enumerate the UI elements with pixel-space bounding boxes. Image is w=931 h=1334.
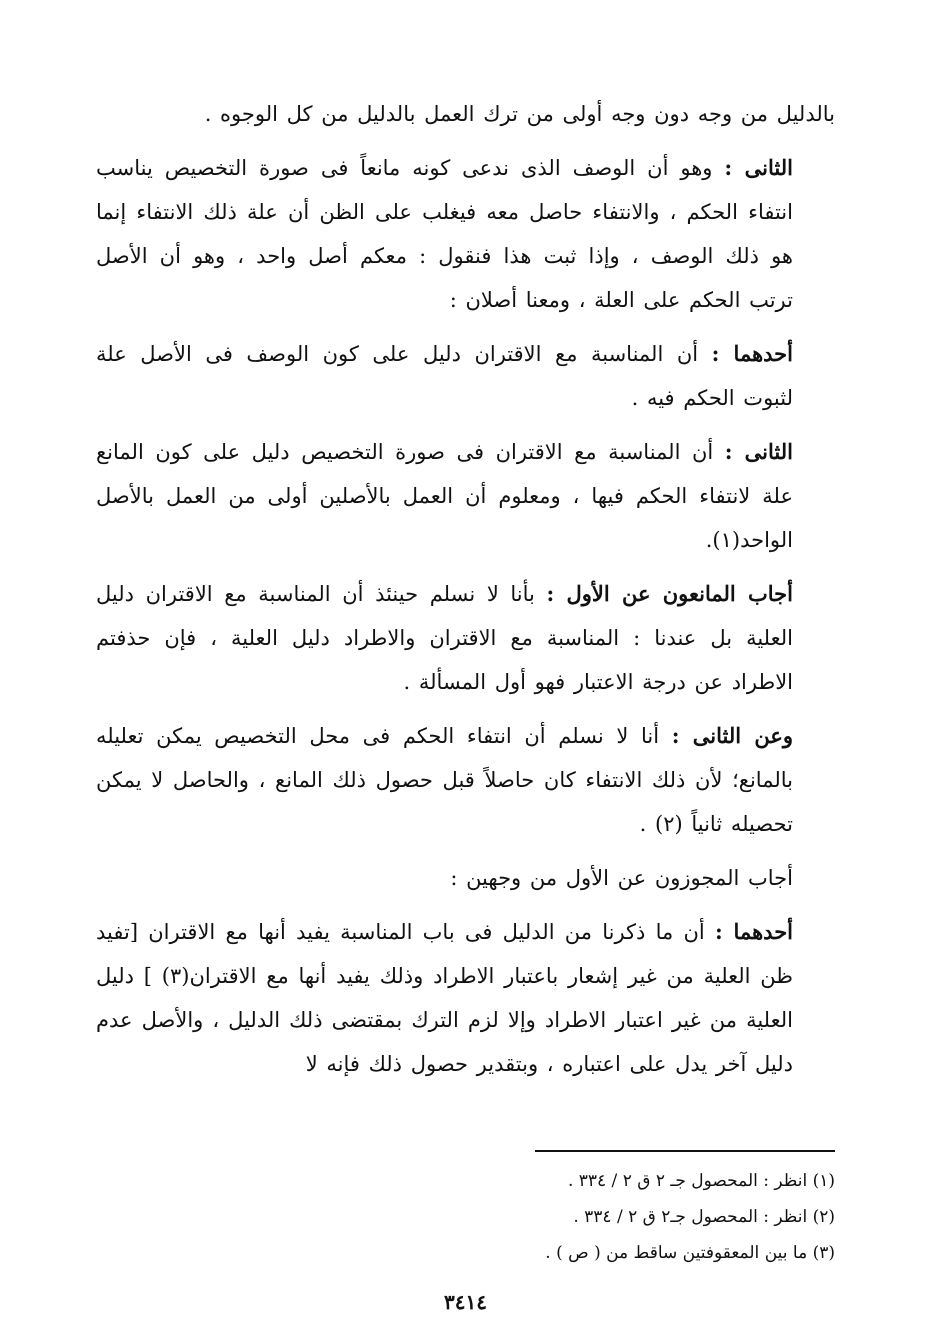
paragraph-text: وهو أن الوصف الذى ندعى كونه مانعاً فى صورة التخصيص يناسب انتفاء الحكم ، والانتفاء حاصل معه فيغلب على الظن أن علة ذلك الانتفاء إنما هو ذلك الوصف ، وإذا ثبت هذا فنقول : معكم أصل واحد ، وهو أن الأصل ترتب الحكم على العلة ، ومعنا أصلان : bbox=[96, 156, 793, 312]
paragraph-8 bbox=[96, 910, 835, 1086]
page-number: ٣٤١٤ bbox=[444, 1290, 487, 1314]
paragraph-text: أنا لا نسلم أن انتفاء الحكم فى محل التخصيص يمكن تعليله بالمانع؛ لأن ذلك الانتفاء كان حاصلاً قبل حصول ذلك المانع ، والحاصل لا يمكن تحصيله ثانياً (٢) . bbox=[96, 724, 793, 836]
paragraph-7 bbox=[96, 856, 835, 900]
paragraph-text: أن ما ذكرنا من الدليل فى باب المناسبة يفيد أنها مع الاقتران [تفيد ظن العلية من غير إشعار باعتبار الاطراد وذلك يفيد أنها مع الاقتران(٣) ] دليل العلية من غير اعتبار الاطراد وإلا لزم الترك بمقتضى ذلك الدليل ، والأصل عدم دليل آخر يدل على اعتباره ، وبتقدير حصول ذلك فإنه لا bbox=[96, 920, 794, 1076]
footnotes bbox=[95, 1166, 835, 1274]
paragraph-lead: أجاب المانعون عن الأول : bbox=[546, 581, 793, 606]
paragraph-text: أن المناسبة مع الاقتران فى صورة التخصيص دليل على كون المانع علة لانتفاء الحكم فيها ، ومعلوم أن العمل بالأصلين أولى من العمل بالأصل الواحد(١). bbox=[96, 440, 793, 552]
paragraph-2 bbox=[96, 146, 835, 322]
paragraph-lead: أحدهما : bbox=[711, 341, 793, 366]
paragraph-lead: الثانى : bbox=[724, 439, 793, 464]
paragraph-1 bbox=[96, 92, 835, 136]
footnote-2: (٢) انظر : المحصول جـ٢ ق ٢ / ٣٣٤ . bbox=[573, 1207, 835, 1227]
paragraph-5 bbox=[96, 572, 835, 704]
paragraph-6 bbox=[96, 714, 835, 846]
paragraph-lead: أحدهما : bbox=[714, 919, 794, 944]
paragraph-lead: وعن الثانى : bbox=[671, 723, 793, 748]
paragraph-text: أن المناسبة مع الاقتران دليل على كون الوصف فى الأصل علة لثبوت الحكم فيه . bbox=[96, 342, 793, 410]
paragraph-4 bbox=[96, 430, 835, 562]
paragraph-text: بالدليل من وجه دون وجه أولى من ترك العمل بالدليل من كل الوجوه . bbox=[204, 102, 835, 126]
paragraph-text: أجاب المجوزون عن الأول من وجهين : bbox=[450, 866, 793, 890]
footnote-1: (١) انظر : المحصول جـ ٢ ق ٢ / ٣٣٤ . bbox=[567, 1171, 835, 1191]
paragraph-text: بأنا لا نسلم حينئذ أن المناسبة مع الاقتران دليل العلية بل عندنا : المناسبة مع الاقتران والاطراد دليل العلية ، فإن حذفتم الاطراد عن درجة الاعتبار فهو أول المسألة . bbox=[96, 582, 793, 694]
paragraph-3 bbox=[96, 332, 835, 420]
footnote-divider bbox=[535, 1150, 835, 1152]
paragraph-lead: الثانى : bbox=[724, 155, 793, 180]
footnote-3: (٣) ما بين المعقوفتين ساقط من ( ص ) . bbox=[545, 1243, 835, 1263]
